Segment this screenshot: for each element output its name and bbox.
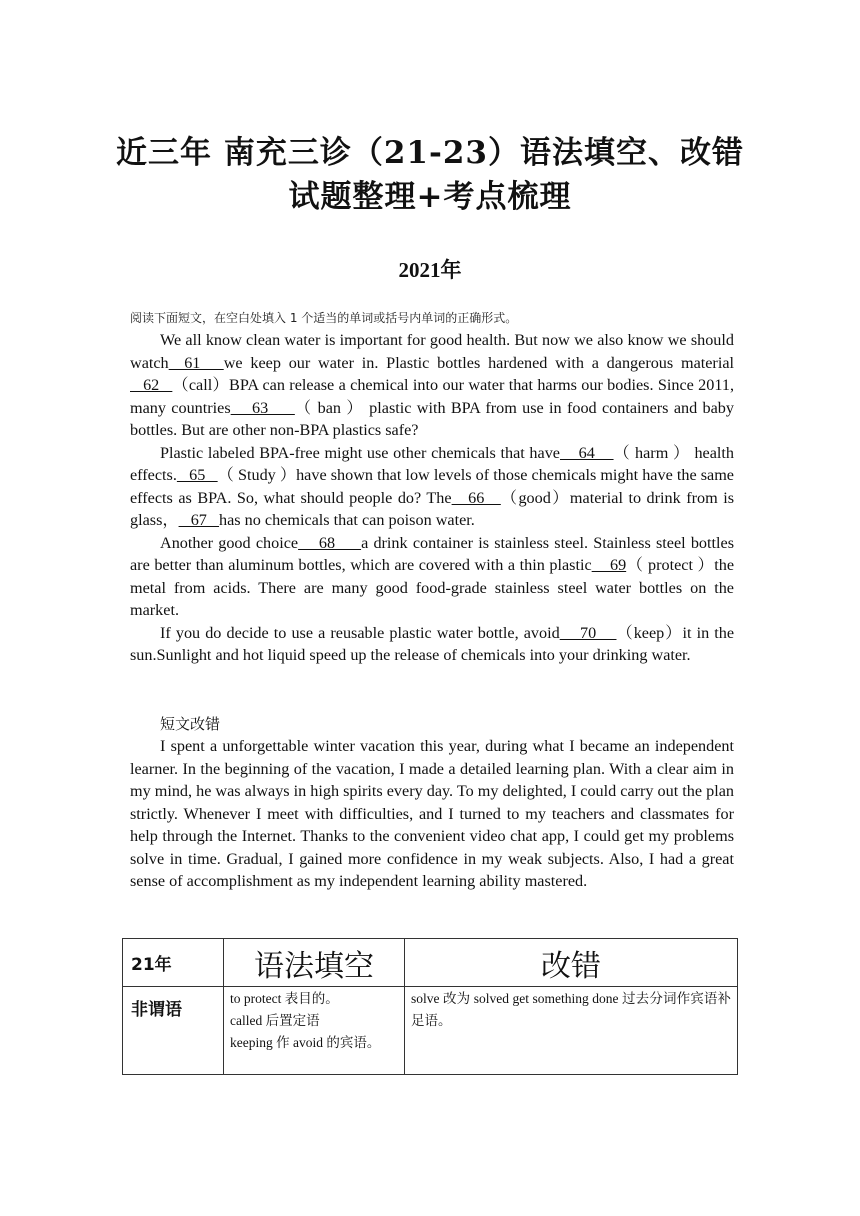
blank-64: 64 (559, 443, 614, 462)
header-correction: 改错 (405, 939, 738, 987)
summary-header-row (123, 939, 738, 987)
blank-65: 65 (176, 466, 218, 484)
cloze-paragraph-1: We all know clean water is important for good health. But now we also know we should watch 61 we keep our water in. Plastic bottles hardened with a dangerous material 62 （call）BPA can release a chemical into our water that harms our bodies. Since 2011, many countries 63 （ ban ） plastic with BPA from use in food containers and baby bottles. But are other non-BPA plastics safe? (130, 331, 735, 439)
grammar-note: keeping 作 avoid 的宾语。 (230, 1035, 381, 1050)
blank-67: 67 (178, 511, 220, 529)
blank-66: 66 (451, 488, 501, 507)
grammar-notes (224, 987, 405, 1075)
header-year: 21年 (123, 939, 224, 987)
summary-table (122, 938, 738, 1075)
cloze-paragraph-4: If you do decide to use a reusable plastic water bottle, avoid 70 （keep）it in the sun.Sunlight and hot liquid speed up the release of chemicals into your drinking water. (130, 623, 735, 664)
blank-69: 69 (591, 556, 627, 574)
year-heading: 2021年 (398, 258, 462, 282)
blank-70: 70 (559, 623, 617, 642)
grammar-note: called 后置定语 (230, 1013, 320, 1028)
blank-62: 62 (130, 376, 173, 394)
header-grammar: 语法填空 (224, 939, 405, 987)
blank-61: 61 (168, 353, 224, 372)
row-label: 非谓语 (123, 987, 224, 1075)
cloze-passage (130, 329, 734, 667)
cloze-instruction: 阅读下面短文，在空白处填入 1 个适当的单词或括号内单词的正确形式。 (130, 311, 518, 325)
summary-row-nonfinite (123, 987, 738, 1075)
document-title-line1: 近三年 南充三诊（21-23）语法填空、改错 (116, 135, 744, 171)
blank-63: 63 (230, 398, 295, 417)
cloze-paragraph-3: Another good choice 68 a drink container is stainless steel. Stainless steel bottles are better than aluminum bottles, which are covered with a thin plastic 69（ protect ）the metal from acids. There are many good food-grade stainless steel water bottles on the market. (130, 533, 735, 619)
correction-paragraph: I spent a unforgettable winter vacation this year, during what I became an independent learner. In the beginning of the vacation, I made a detailed learning plan. With a clear aim in my mind, he was always in high spirits every day. To my delighted, I could carry out the plan strictly. Whenever I meet with difficulties, and I turned to my teachers and classmates for help through the Internet. Thanks to the convenient video chat app, I could get my problems solve in time. Gradual, I gained more confidence in my weak subjects. Also, I had a great sense of accomplishment as my independent learning ability mastered. (130, 737, 734, 890)
correction-passage (130, 735, 734, 893)
cloze-paragraph-2: Plastic labeled BPA-free might use other chemicals that have 64 （ harm ） health effects. 65 （ Study ）have shown that low levels of those chemicals might have the same effects as BPA. So, what should people do? The 66 （good）material to drink from is glass， 67 has no chemicals that can poison water. (130, 443, 734, 529)
grammar-note: to protect 表目的。 (230, 991, 339, 1006)
correction-note: solve 改为 solved get something done 过去分词作宾语补足语。 (405, 987, 738, 1075)
correction-heading: 短文改错 (160, 715, 221, 733)
blank-68: 68 (298, 533, 362, 552)
document-title-line2: 试题整理+考点梳理 (288, 179, 572, 215)
